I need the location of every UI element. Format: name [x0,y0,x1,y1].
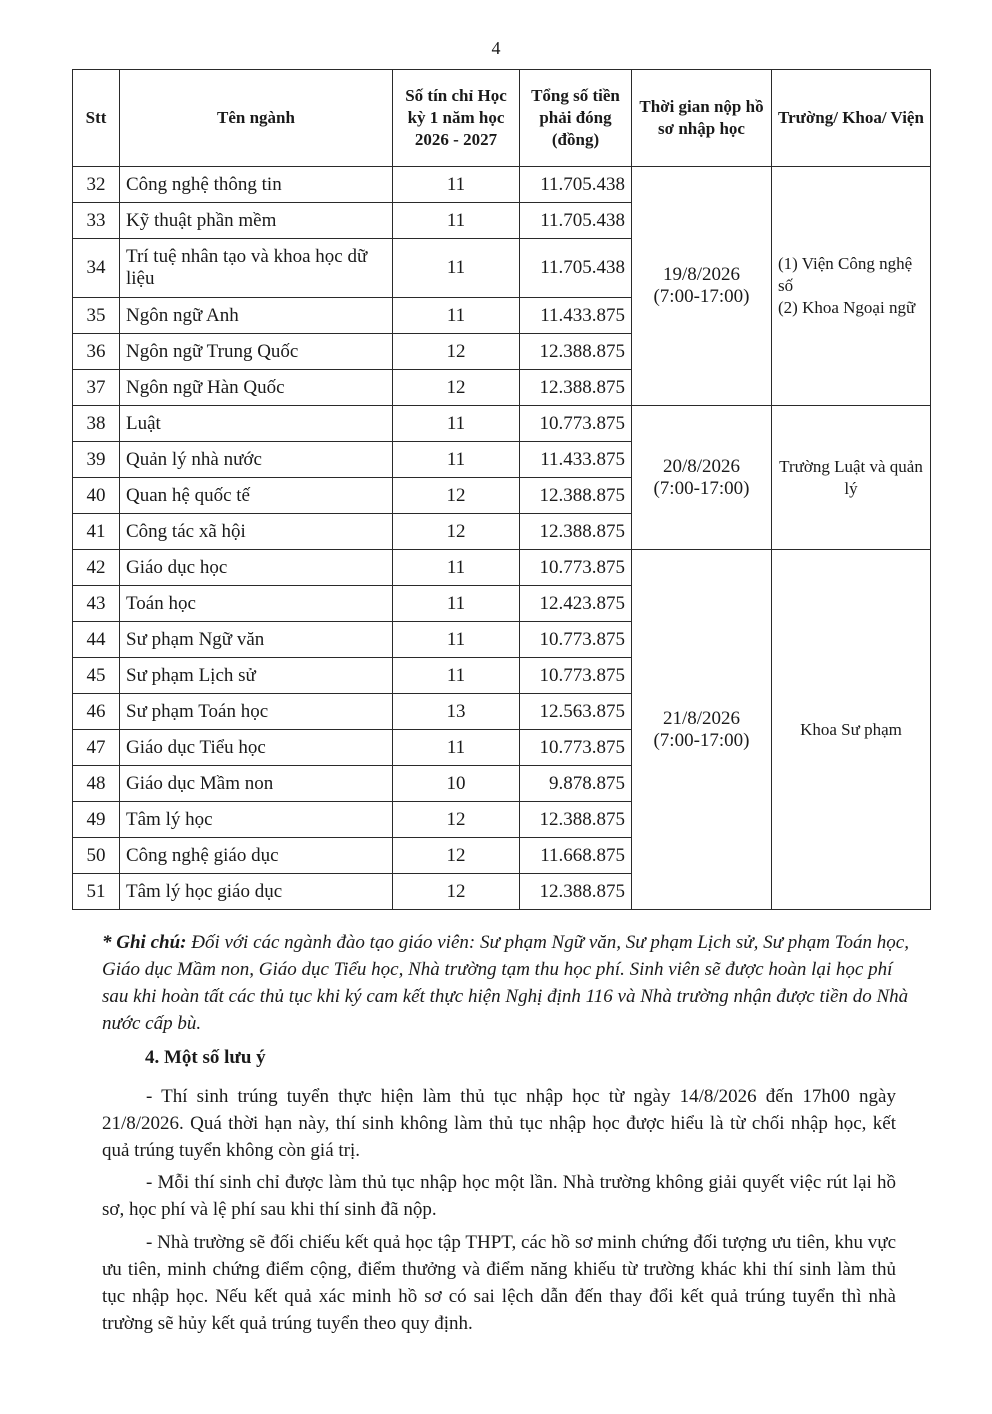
section-title: 4. Một số lưu ý [145,1047,266,1068]
row-credits: 11 [393,406,520,442]
row-major: Ngôn ngữ Trung Quốc [120,334,393,370]
group-unit-1 [772,167,931,406]
period-time: (7:00-17:00) [653,729,750,751]
row-amount: 11.433.875 [520,442,632,478]
header-amount: Tổng số tiền phải đóng (đồng) [520,70,632,167]
row-amount: 10.773.875 [520,658,632,694]
row-amount: 11.705.438 [520,239,632,298]
header-stt: Stt [73,70,120,167]
row-stt: 45 [73,658,120,694]
header-major: Tên ngành [120,70,393,167]
row-major: Công nghệ thông tin [120,167,393,203]
period-date: 20/8/2026 [662,455,741,477]
table-row [73,406,931,442]
row-credits: 12 [393,370,520,406]
group-period-3 [632,550,772,910]
row-major: Tâm lý học giáo dục [120,874,393,910]
row-major: Luật [120,406,393,442]
row-amount: 10.773.875 [520,730,632,766]
row-amount: 10.773.875 [520,622,632,658]
row-credits: 10 [393,766,520,802]
row-amount: 11.668.875 [520,838,632,874]
row-amount: 12.388.875 [520,478,632,514]
row-major: Kỹ thuật phần mềm [120,203,393,239]
period-date: 19/8/2026 [662,264,741,285]
row-credits: 11 [393,203,520,239]
row-stt: 35 [73,298,120,334]
row-major: Ngôn ngữ Anh [120,298,393,334]
row-major: Quản lý nhà nước [120,442,393,478]
row-credits: 11 [393,658,520,694]
row-amount: 12.388.875 [520,802,632,838]
unit-line: Khoa Sư phạm [800,719,902,739]
row-amount: 12.388.875 [520,514,632,550]
group-period-2 [632,406,772,550]
period-date: 21/8/2026 [662,707,741,729]
group-unit-3 [772,550,931,910]
row-credits: 12 [393,514,520,550]
row-stt: 51 [73,874,120,910]
row-stt: 46 [73,694,120,730]
row-credits: 11 [393,622,520,658]
page-number: 4 [491,38,501,58]
row-credits: 12 [393,838,520,874]
row-credits: 13 [393,694,520,730]
row-stt: 32 [73,167,120,203]
row-stt: 34 [73,239,120,298]
row-major: Sư phạm Ngữ văn [120,622,393,658]
row-stt: 50 [73,838,120,874]
table-row [73,550,931,586]
row-amount: 12.388.875 [520,334,632,370]
header-period: Thời gian nộp hồ sơ nhập học [632,70,772,167]
group-period-1 [632,167,772,406]
row-credits: 11 [393,586,520,622]
row-credits: 12 [393,802,520,838]
group-unit-2 [772,406,931,550]
row-stt: 41 [73,514,120,550]
row-stt: 38 [73,406,120,442]
row-stt: 43 [73,586,120,622]
row-amount: 12.388.875 [520,874,632,910]
row-credits: 11 [393,167,520,203]
row-major: Sư phạm Toán học [120,694,393,730]
note-paragraph [102,1169,896,1223]
tuition-table [72,69,931,910]
row-stt: 44 [73,622,120,658]
row-major: Giáo dục Tiểu học [120,730,393,766]
table-header-row [73,70,931,167]
row-stt: 47 [73,730,120,766]
row-amount: 10.773.875 [520,406,632,442]
row-credits: 11 [393,730,520,766]
row-credits: 11 [393,550,520,586]
table-row [73,167,931,203]
row-stt: 49 [73,802,120,838]
period-time: (7:00-17:00) [653,477,750,499]
row-credits: 11 [393,442,520,478]
footnote-label: * Ghi chú: [102,932,187,953]
row-stt: 42 [73,550,120,586]
row-credits: 12 [393,478,520,514]
row-major: Quan hệ quốc tế [120,478,393,514]
header-credits: Số tín chỉ Học kỳ 1 năm học 2026 - 2027 [393,70,520,167]
unit-line: (1) Viện Công nghệ số [778,254,913,295]
row-major: Giáo dục học [120,550,393,586]
row-amount: 11.705.438 [520,203,632,239]
row-major: Toán học [120,586,393,622]
row-amount: 11.433.875 [520,298,632,334]
row-stt: 48 [73,766,120,802]
note-paragraph-text: - Mỗi thí sinh chỉ được làm thủ tục nhập học một lần. Nhà trường không giải quyết việc rút lại hồ sơ, học phí và lệ phí sau khi thí sinh đã nộp. [102,1172,896,1220]
row-stt: 36 [73,334,120,370]
note-paragraph [102,1229,896,1337]
row-stt: 40 [73,478,120,514]
row-major: Công nghệ giáo dục [120,838,393,874]
row-amount: 9.878.875 [520,766,632,802]
note-paragraph-text: - Nhà trường sẽ đối chiếu kết quả học tập THPT, các hồ sơ minh chứng đối tượng ưu tiên, khu vực ưu tiên, minh chứng điểm cộng, điểm thưởng và điểm năng khiếu từ trường khác khi thí sinh làm thủ tục nhập học. Nếu kết quả xác minh hồ sơ có sai lệch dẫn đến thay đổi kết quả trúng tuyển thì nhà trường sẽ hủy kết quả trúng tuyển theo quy định. [102,1232,896,1334]
row-credits: 12 [393,334,520,370]
row-amount: 12.388.875 [520,370,632,406]
header-unit: Trường/ Khoa/ Viện [772,70,931,167]
row-stt: 33 [73,203,120,239]
row-major: Công tác xã hội [120,514,393,550]
row-stt: 37 [73,370,120,406]
footnote [102,929,914,1037]
note-paragraph [102,1083,896,1164]
period-time: (7:00-17:00) [653,286,750,307]
row-stt: 39 [73,442,120,478]
row-major: Ngôn ngữ Hàn Quốc [120,370,393,406]
row-amount: 12.423.875 [520,586,632,622]
row-credits: 12 [393,874,520,910]
unit-line: Trường Luật và quản lý [779,456,923,498]
row-major: Sư phạm Lịch sử [120,658,393,694]
row-amount: 12.563.875 [520,694,632,730]
row-major: Tâm lý học [120,802,393,838]
row-amount: 11.705.438 [520,167,632,203]
row-credits: 11 [393,239,520,298]
note-paragraph-text: - Thí sinh trúng tuyển thực hiện làm thủ tục nhập học từ ngày 14/8/2026 đến 17h00 ngày 21/8/2026. Quá thời hạn này, thí sinh không làm thủ tục nhập học được hiểu là từ chối nhập học, kết quả trúng tuyển không còn giá trị. [102,1086,896,1161]
footnote-text: Đối với các ngành đào tạo giáo viên: Sư phạm Ngữ văn, Sư phạm Lịch sử, Sư phạm Toán học, Giáo dục Mầm non, Giáo dục Tiểu học, Nhà trường tạm thu học phí. Sinh viên sẽ được hoàn lại học phí sau khi hoàn tất các thủ tục khi ký cam kết thực hiện Nghị định 116 và Nhà trường nhận được tiền do Nhà nước cấp bù. [102,932,909,1034]
row-amount: 10.773.875 [520,550,632,586]
row-credits: 11 [393,298,520,334]
row-major: Giáo dục Mầm non [120,766,393,802]
row-major: Trí tuệ nhân tạo và khoa học dữ liệu [120,239,393,298]
unit-line: (2) Khoa Ngoại ngữ [778,298,916,317]
